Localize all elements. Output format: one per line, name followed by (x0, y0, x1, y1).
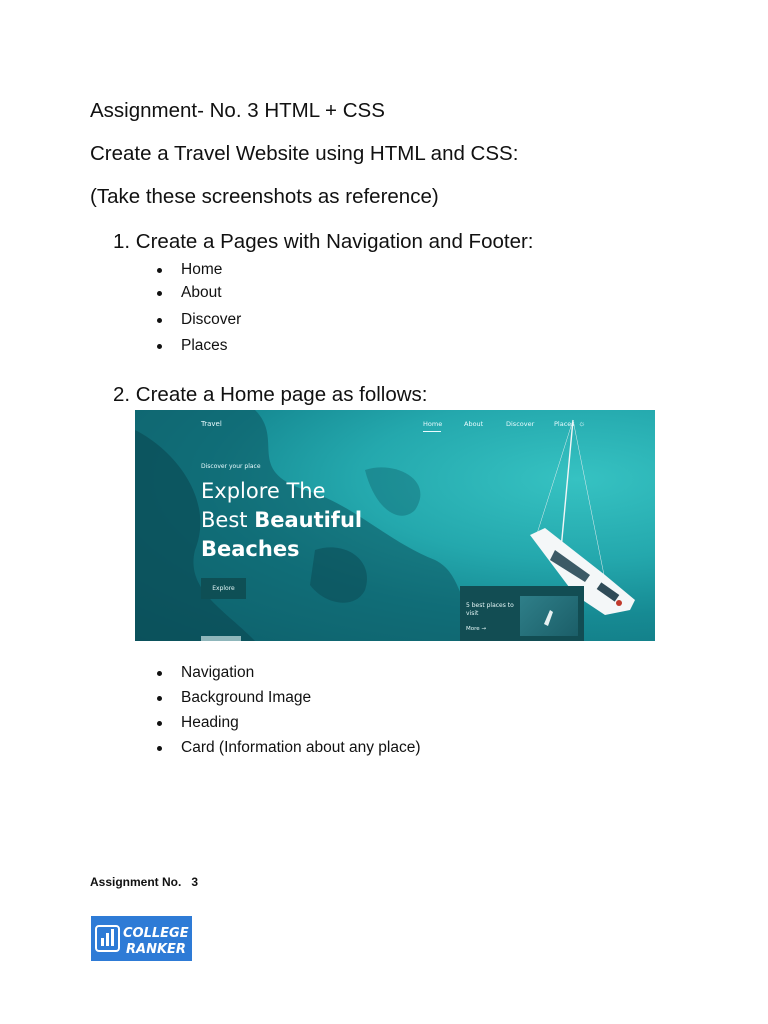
college-ranker-logo (91, 916, 192, 961)
logo-line-2: RANKER (126, 942, 186, 957)
bullet-icon (157, 291, 162, 296)
boat-thumbnail-icon (520, 596, 578, 636)
hero-explore-button: Explore (201, 578, 246, 599)
document-page: Assignment- No. 3 HTML + CSS Create a Travel Website using HTML and CSS: (Take these screenshots as reference) 1. Create a Pages with Navigation and Footer: Home About Discover Places 2. Create a Home page as follows: Travel Home About Discover Places ☼ Discover your place Explore The Best Beautiful Beaches Explore 5 best places to visit More → Navigation Background Image Heading Card (Information about any place) Assignment No. 3 COLLEGE RANKER (0, 0, 768, 1024)
task-2-label: 2. Create a Home page as follows: (113, 383, 428, 406)
hero-nav-active-underline (423, 431, 441, 432)
card-text: 5 best places to visit (466, 602, 514, 617)
bullet-icon (157, 721, 162, 726)
hero-place-card (460, 586, 584, 641)
card-image (520, 596, 578, 636)
hero-screenshot (135, 410, 655, 641)
hero-nav-discover: Discover (506, 420, 535, 428)
hero-headline: Explore The Best Beautiful Beaches (201, 479, 363, 561)
assignment-title: Assignment- No. 3 HTML + CSS (90, 99, 385, 122)
bar-chart-icon (91, 916, 192, 961)
hero-subtitle: Discover your place (201, 463, 261, 470)
card-more-link: More → (466, 626, 486, 632)
task-1-label: 1. Create a Pages with Navigation and Footer: (113, 230, 534, 253)
footer-assignment-label: Assignment No. 3 (90, 875, 199, 889)
bullet-icon (157, 344, 162, 349)
logo-line-1: COLLEGE (123, 926, 189, 941)
bullet-icon (157, 746, 162, 751)
bullet-icon (157, 318, 162, 323)
hero-nav-about: About (464, 420, 484, 428)
hero-next-section-peek (201, 636, 241, 641)
hero-nav-places: Places (554, 420, 575, 428)
assignment-note: (Take these screenshots as reference) (90, 185, 439, 208)
bullet-icon (157, 671, 162, 676)
bullet-icon (157, 268, 162, 273)
bullet-icon (157, 696, 162, 701)
assignment-instruction: Create a Travel Website using HTML and CSS: (90, 142, 519, 165)
theme-toggle-icon: ☼ (578, 419, 586, 428)
hero-nav-home: Home (423, 420, 443, 428)
hero-brand: Travel (201, 420, 222, 428)
